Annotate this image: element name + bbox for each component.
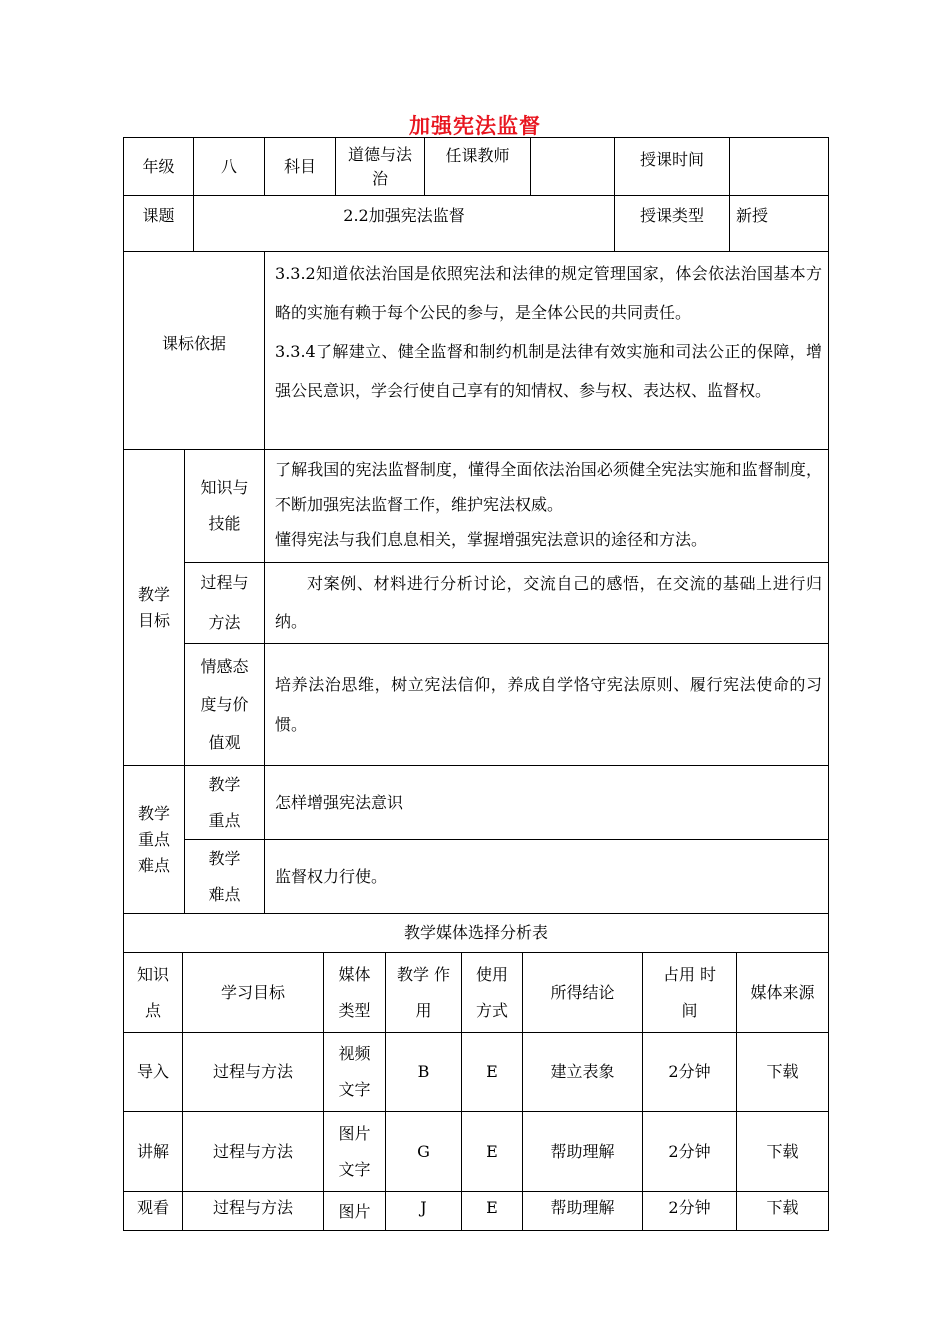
focus-label: 教学 重点 难点 xyxy=(124,766,185,914)
document-title: 加强宪法监督 xyxy=(409,114,541,138)
teacher-value xyxy=(531,138,615,196)
grade-label: 年级 xyxy=(124,138,194,196)
lesson-body-table xyxy=(123,251,829,914)
header-media-type: 媒体 类型 xyxy=(324,953,386,1033)
header-time: 占用 时 间 xyxy=(643,953,737,1033)
media-analysis-table xyxy=(123,913,829,1231)
goals-label-line: 目标 xyxy=(137,610,170,630)
goals-label xyxy=(124,450,185,766)
knowledge-item: 懂得宪法与我们息息相关，掌握增强宪法意识的途径和方法。 xyxy=(275,530,708,549)
difficult-point-content: 监督权力行使。 xyxy=(265,840,829,914)
standard-item: 3.3.2知道依法治国是依照宪法和法律的规定管理国家，体会依法治国基本方略的实施有赖于每个公民的参与，是全体公民的共同责任。 xyxy=(275,264,823,322)
standards-label: 课标依据 xyxy=(124,252,265,450)
standards-content xyxy=(265,252,829,450)
lesson-plan xyxy=(123,137,828,1231)
header-knowledge-point: 知识 点 xyxy=(124,953,183,1033)
lesson-type-label: 授课类型 xyxy=(615,196,730,252)
subject-label: 科目 xyxy=(265,138,336,196)
emotion-content: 培养法治思维，树立宪法信仰，养成自学恪守宪法原则、履行宪法使命的习惯。 xyxy=(265,644,829,766)
process-label: 过程与 方法 xyxy=(185,563,265,644)
subject-value xyxy=(336,138,425,196)
key-point-content: 怎样增强宪法意识 xyxy=(265,766,829,840)
table-row: 讲解 过程与方法 图片 文字 G E 帮助理解 2分钟 下载 xyxy=(124,1112,829,1192)
topic-value: 2.2加强宪法监督 xyxy=(194,196,615,252)
header-teaching-role: 教学 作 用 xyxy=(386,953,462,1033)
knowledge-label: 知识与 技能 xyxy=(185,450,265,563)
header-conclusion: 所得结论 xyxy=(523,953,643,1033)
header-usage: 使用 方式 xyxy=(462,953,523,1033)
topic-label: 课题 xyxy=(124,196,194,252)
header-source: 媒体来源 xyxy=(737,953,829,1033)
lesson-info-table xyxy=(123,137,829,252)
table-row: 导入 过程与方法 视频 文字 B E 建立表象 2分钟 下载 xyxy=(124,1033,829,1112)
key-point-label: 教学 重点 xyxy=(185,766,265,840)
media-table-title: 教学媒体选择分析表 xyxy=(124,914,829,953)
process-content: 对案例、材料进行分析讨论，交流自己的感悟，在交流的基础上进行归纳。 xyxy=(265,563,829,644)
time-label: 授课时间 xyxy=(615,138,730,196)
knowledge-content xyxy=(265,450,829,563)
header-learning-goal: 学习目标 xyxy=(183,953,324,1033)
difficult-point-label: 教学 难点 xyxy=(185,840,265,914)
time-value xyxy=(730,138,829,196)
table-row: 观看 过程与方法 图片 J E 帮助理解 2分钟 下载 xyxy=(124,1192,829,1231)
lesson-type-value: 新授 xyxy=(730,196,829,252)
subject-value-line-1: 道德与法 xyxy=(347,144,412,164)
goals-label-line: 教学 xyxy=(137,584,170,604)
knowledge-item: 了解我国的宪法监督制度，懂得全面依法治国必须健全宪法实施和监督制度，不断加强宪法监督工作，维护宪法权威。 xyxy=(275,460,823,514)
emotion-label: 情感态 度与价 值观 xyxy=(185,644,265,766)
standard-item: 3.3.4了解建立、健全监督和制约机制是法律有效实施和司法公正的保障，增强公民意识，学会行使自己享有的知情权、参与权、表达权、监督权。 xyxy=(275,342,823,400)
teacher-label: 任课教师 xyxy=(425,138,531,196)
subject-value-line-2: 治 xyxy=(371,168,388,188)
grade-value: 八 xyxy=(194,138,265,196)
